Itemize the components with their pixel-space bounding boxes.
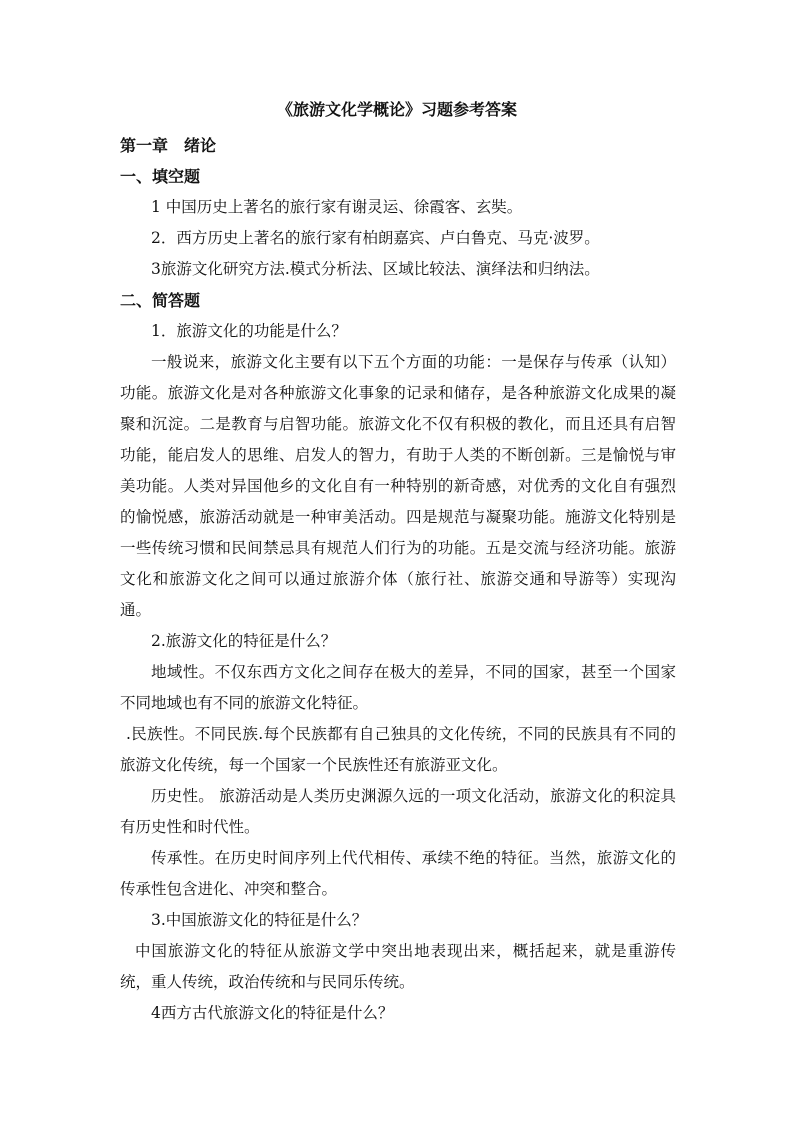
answer-2-historical: 历史性。 旅游活动是人类历史渊源久远的一项文化活动，旅游文化的积淀具有历史性和时代性。: [120, 787, 676, 836]
fill-item-2: 2．西方历史上著名的旅行家有柏朗嘉宾、卢白鲁克、马克·波罗。: [151, 229, 600, 247]
answer-3-paragraph: 中国旅游文化的特征从旅游文学中突出地表现出来，概括起来，就是重游传统，重人传统，政治传统和与民同乐传统。: [120, 942, 676, 991]
fill-item-3: 3旅游文化研究方法.模式分析法、区域比较法、演绎法和归纳法。: [151, 260, 600, 278]
section-heading-short-answer: 二、简答题: [120, 291, 201, 310]
question-1: 1．旅游文化的功能是什么？: [151, 322, 347, 340]
answer-2-ethnic: .民族性。不同民族.每个民族都有自己独具的文化传统，不同的民族具有不同的旅游文化传统，每一个国家一个民族性还有旅游亚文化。: [120, 725, 676, 774]
document-title: 《旅游文化学概论》习题参考答案: [276, 100, 517, 119]
answer-2-regional: 地域性。不仅东西方文化之间存在极大的差异，不同的国家，甚至一个国家不同地域也有不同的旅游文化特征。: [120, 663, 676, 712]
question-4: 4西方古代旅游文化的特征是什么？: [151, 1004, 394, 1022]
fill-item-1: 1 中国历史上著名的旅行家有谢灵运、徐霞客、玄奘。: [151, 198, 523, 216]
answer-1-paragraph: 一般说来，旅游文化主要有以下五个方面的功能：一是保存与传承（认知）功能。旅游文化是对各种旅游文化事象的记录和储存，是各种旅游文化成果的凝聚和沉淀。二是教育与启智功能。旅游文化不仅有积极的教化，而且还具有启智功能，能启发人的思维、启发人的智力，有助于人类的不断创新。三是愉悦与审美功能。人类对异国他乡的文化自有一种特别的新奇感，对优秀的文化自有强烈的愉悦感，旅游活动就是一种审美活动。四是规范与凝聚功能。施游文化特别是一些传统习惯和民间禁忌具有规范人们行为的功能。五是交流与经济功能。旅游文化和旅游文化之间可以通过旅游介体（旅行社、旅游交通和导游等）实现沟通。: [120, 353, 676, 619]
section-heading-fill-in: 一、填空题: [120, 167, 201, 186]
question-2: 2.旅游文化的特征是什么？: [151, 632, 337, 650]
chapter-heading: 第一章 绪论: [120, 136, 217, 155]
document-body: [120, 130, 676, 1029]
answer-2-inheritance: 传承性。在历史时间序列上代代相传、承续不绝的特征。当然，旅游文化的传承性包含进化、冲突和整合。: [120, 849, 676, 898]
question-3: 3.中国旅游文化的特征是什么？: [151, 911, 368, 929]
